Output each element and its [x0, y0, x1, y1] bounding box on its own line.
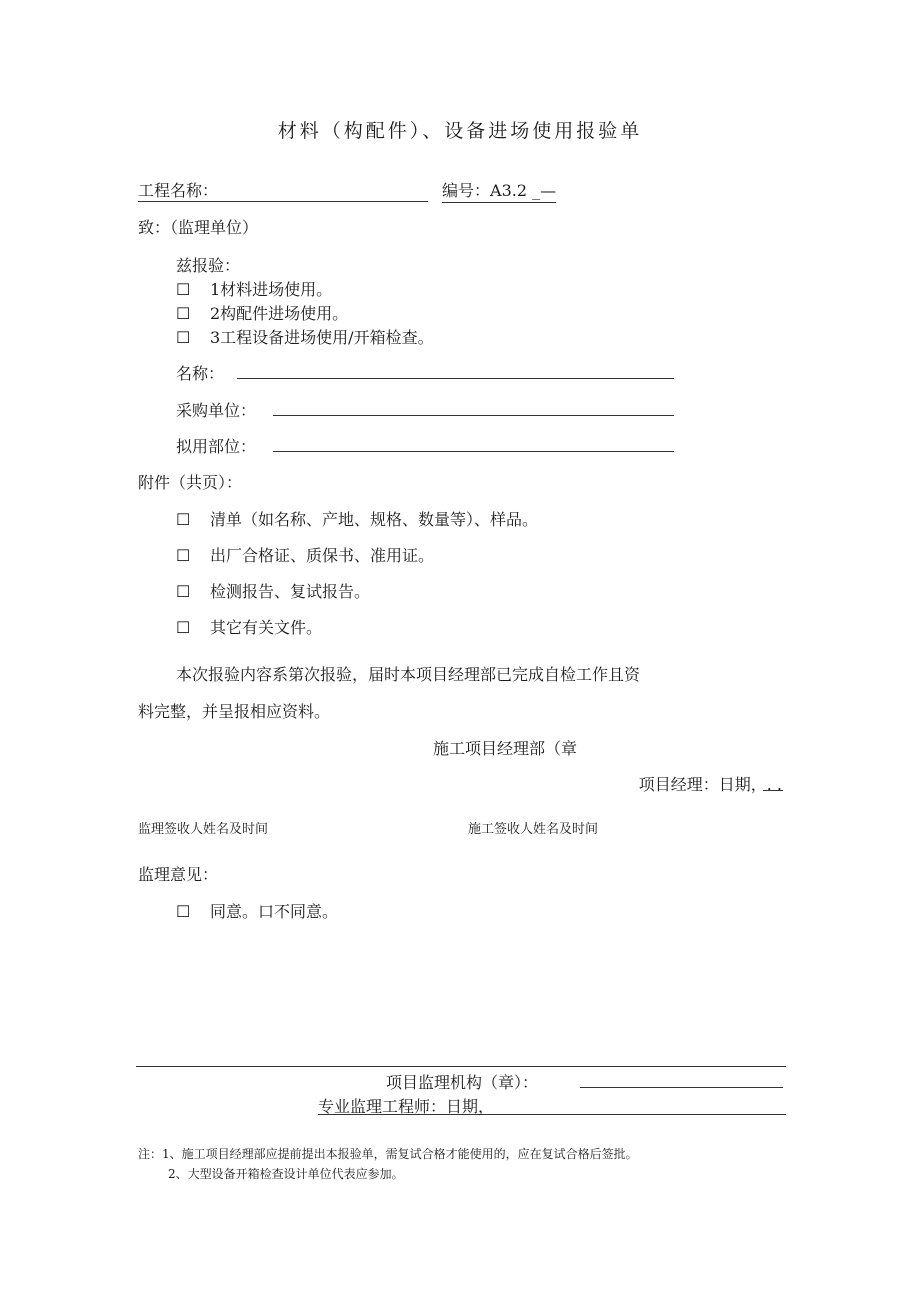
project-name-underline	[138, 201, 428, 202]
checkbox-icon[interactable]: ☐	[176, 280, 191, 299]
opinion-choice	[176, 899, 338, 922]
statement-line-1: 本次报验内容系第次报验，届时本项目经理部已完成自检工作且资	[176, 665, 641, 684]
divider	[136, 1066, 786, 1067]
number-label: 编号：	[442, 181, 491, 200]
report-item-components	[176, 301, 348, 324]
org-seal-underline[interactable]	[580, 1087, 783, 1088]
statement-line-2: 料完整，并呈报相应资料。	[138, 702, 331, 721]
manager-date-line: 项目经理：日期，. .	[638, 775, 782, 794]
report-item-label: 2构配件进场使用。	[210, 304, 349, 323]
report-item-label: 3工程设备进场使用/开箱检查。	[210, 328, 434, 347]
checkbox-icon[interactable]: ☐	[176, 902, 191, 921]
number-value: A3.2 _—	[490, 181, 557, 200]
attachment-label: 检测报告、复试报告。	[210, 582, 371, 601]
opinion-text: 同意。口不同意。	[210, 902, 339, 921]
note-line-2: 2、大型设备开箱检查设计单位代表应参加。	[168, 1167, 404, 1181]
attachment-item-certificates	[176, 543, 434, 566]
attachment-item-other	[176, 615, 322, 638]
name-field-label: 名称：	[176, 364, 225, 383]
usage-field-label: 拟用部位：	[176, 437, 257, 456]
checkbox-icon[interactable]: ☐	[176, 510, 191, 529]
addressee-line: 致：（监理单位）	[138, 218, 259, 237]
attachments-label: 附件（共页）：	[138, 473, 243, 492]
name-field-underline[interactable]	[237, 378, 674, 379]
report-intro: 兹报验：	[176, 256, 241, 275]
usage-field-underline[interactable]	[273, 451, 674, 452]
page-title: 材料（构配件）、设备进场使用报验单	[277, 120, 643, 142]
attachment-label: 其它有关文件。	[210, 618, 323, 637]
checkbox-icon[interactable]: ☐	[176, 618, 191, 637]
attachment-item-reports	[176, 579, 370, 602]
engineer-underline	[318, 1114, 786, 1115]
attachment-label: 出厂合格证、质保书、准用证。	[210, 546, 435, 565]
checkbox-icon[interactable]: ☐	[176, 304, 191, 323]
report-item-label: 1材料进场使用。	[210, 280, 333, 299]
attachment-item-list	[176, 507, 538, 530]
document-number	[442, 178, 556, 203]
contractor-receipt-label: 施工签收人姓名及时间	[468, 822, 599, 837]
report-item-material	[176, 277, 332, 300]
checkbox-icon[interactable]: ☐	[176, 328, 191, 347]
checkbox-icon[interactable]: ☐	[176, 582, 191, 601]
contractor-dept-seal: 施工项目经理部（章	[433, 739, 578, 758]
purchaser-field-label: 采购单位：	[176, 401, 257, 420]
purchaser-field-underline[interactable]	[273, 415, 674, 416]
supervising-engineer-label: 专业监理工程师：日期，	[318, 1097, 495, 1116]
report-item-equipment	[176, 325, 434, 348]
attachment-label: 清单（如名称、产地、规格、数量等）、样品。	[210, 510, 539, 529]
project-name-label: 工程名称：	[138, 181, 219, 200]
date-underline	[763, 790, 783, 791]
opinion-label: 监理意见：	[138, 865, 219, 884]
supervision-org-label: 项目监理机构（章）：	[386, 1073, 539, 1092]
note-line-1: 注：1、施工项目经理部应提前提出本报验单，需复试合格才能使用的，应在复试合格后签批。	[138, 1147, 638, 1161]
supervisor-receipt-label: 监理签收人姓名及时间	[138, 822, 269, 837]
checkbox-icon[interactable]: ☐	[176, 546, 191, 565]
